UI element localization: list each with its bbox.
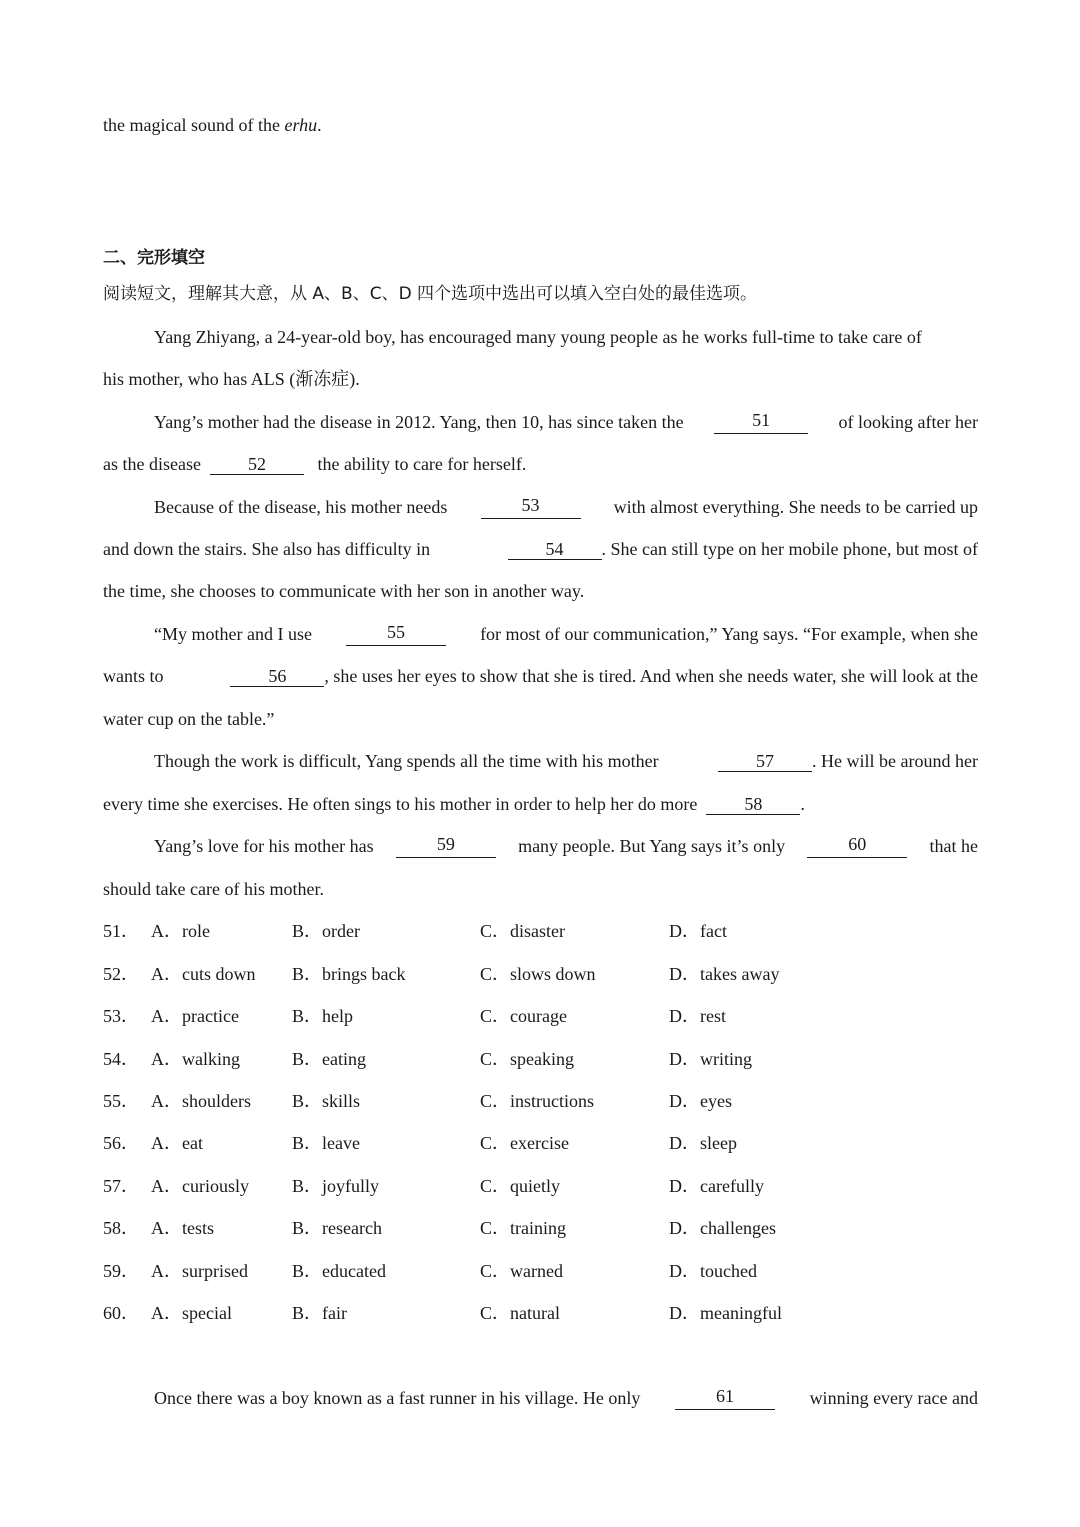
option-c: C．quietly [480, 1176, 560, 1196]
option-d: D．eyes [669, 1091, 732, 1111]
passage-line-13: Yang’s love for his mother has 59 many people. But Yang says it’s only 60 that he [154, 834, 978, 856]
passage-line-1: Yang Zhiyang, a 24-year-old boy, has encouraged many young people as he works full-time to take care of [154, 327, 922, 347]
question-55 [103, 1089, 1003, 1113]
question-number: 55． [103, 1091, 139, 1111]
question-59 [103, 1259, 1003, 1283]
passage-line-4: as the disease 52 the ability to care for herself. [103, 454, 527, 474]
option-a: A．role [151, 921, 210, 941]
question-54 [103, 1047, 1003, 1071]
option-a: A．special [151, 1303, 232, 1323]
option-a: A．shoulders [151, 1091, 251, 1111]
blank-57: 57 [718, 751, 812, 772]
option-b: B．help [292, 1006, 353, 1026]
blank-53: 53 [481, 495, 581, 519]
option-b: B．educated [292, 1261, 386, 1281]
passage-line-2: his mother, who has ALS (渐冻症). [103, 369, 360, 389]
erhu-italic: erhu [284, 115, 318, 135]
question-57 [103, 1174, 1003, 1198]
question-number: 57． [103, 1176, 139, 1196]
option-c: C．natural [480, 1303, 560, 1323]
blank-52: 52 [210, 454, 304, 475]
question-number: 52． [103, 964, 139, 984]
option-b: B．skills [292, 1091, 361, 1111]
option-d: D．fact [669, 921, 727, 941]
option-b: B．fair [292, 1303, 347, 1323]
question-number: 59． [103, 1261, 139, 1281]
continued-text: the magical sound of the erhu. [103, 115, 322, 135]
question-number: 58． [103, 1218, 139, 1238]
option-a: A．cuts down [151, 964, 256, 984]
blank-58: 58 [706, 794, 800, 815]
question-58 [103, 1216, 1003, 1240]
blank-55: 55 [346, 622, 446, 646]
option-b: B．brings back [292, 964, 406, 984]
option-b: B．joyfully [292, 1176, 380, 1196]
question-53 [103, 1004, 1003, 1028]
question-60 [103, 1301, 1003, 1325]
question-number: 56． [103, 1133, 139, 1153]
next-passage-line-1: Once there was a boy known as a fast runner in his village. He only 61 winning every race and [154, 1386, 978, 1408]
question-number: 51． [103, 921, 139, 941]
option-d: D．takes away [669, 964, 780, 984]
option-d: D．meaningful [669, 1303, 782, 1323]
option-a: A．tests [151, 1218, 214, 1238]
option-c: C．instructions [480, 1091, 595, 1111]
option-b: B．research [292, 1218, 382, 1238]
question-number: 60． [103, 1303, 139, 1323]
passage-line-5: Because of the disease, his mother needs 53 with almost everything. She needs to be carried up [154, 495, 978, 517]
passage-line-8: “My mother and I use 55 for most of our communication,” Yang says. “For example, when she [154, 622, 978, 644]
blank-60: 60 [807, 834, 907, 858]
passage-line-3: Yang’s mother had the disease in 2012. Yang, then 10, has since taken the 51 of looking after her [154, 410, 978, 432]
option-d: D．sleep [669, 1133, 737, 1153]
question-number: 54． [103, 1049, 139, 1069]
question-number: 53． [103, 1006, 139, 1026]
option-a: A．practice [151, 1006, 239, 1026]
passage-line-7: the time, she chooses to communicate with her son in another way. [103, 581, 585, 601]
option-b: B．leave [292, 1133, 360, 1153]
option-c: C．exercise [480, 1133, 569, 1153]
option-c: C．training [480, 1218, 566, 1238]
option-c: C．warned [480, 1261, 563, 1281]
blank-54: 54 [508, 539, 602, 560]
question-52 [103, 962, 1003, 986]
option-c: C．speaking [480, 1049, 574, 1069]
question-51 [103, 919, 1003, 943]
option-a: A．eat [151, 1133, 203, 1153]
section-instruction: 阅读短文，理解其大意，从 A、B、C、D 四个选项中选出可以填入空白处的最佳选项。 [103, 284, 758, 304]
option-b: B．eating [292, 1049, 366, 1069]
blank-56: 56 [230, 666, 324, 687]
option-d: D．writing [669, 1049, 752, 1069]
passage-line-14: should take care of his mother. [103, 879, 324, 899]
option-c: C．courage [480, 1006, 567, 1026]
passage-line-6: and down the stairs. She also has difficulty in 54 . She can still type on her mobile phone, but most of [103, 539, 978, 559]
option-c: C．disaster [480, 921, 565, 941]
option-d: D．challenges [669, 1218, 776, 1238]
option-b: B．order [292, 921, 360, 941]
blank-51: 51 [714, 410, 808, 434]
option-a: A．surprised [151, 1261, 248, 1281]
blank-61: 61 [675, 1386, 775, 1410]
option-d: D．carefully [669, 1176, 764, 1196]
option-c: C．slows down [480, 964, 596, 984]
section-heading: 二、完形填空 [103, 248, 205, 268]
passage-line-10: water cup on the table.” [103, 709, 275, 729]
option-a: A．walking [151, 1049, 240, 1069]
option-d: D．rest [669, 1006, 726, 1026]
option-d: D．touched [669, 1261, 757, 1281]
passage-line-12: every time she exercises. He often sings to his mother in order to help her do more 58 . [103, 794, 805, 814]
passage-line-11: Though the work is difficult, Yang spends all the time with his mother 57 . He will be around her [154, 751, 978, 771]
option-a: A．curiously [151, 1176, 249, 1196]
question-56 [103, 1131, 1003, 1155]
passage-line-9: wants to 56 , she uses her eyes to show that she is tired. And when she needs water, she will look at the [103, 666, 978, 686]
blank-59: 59 [396, 834, 496, 858]
